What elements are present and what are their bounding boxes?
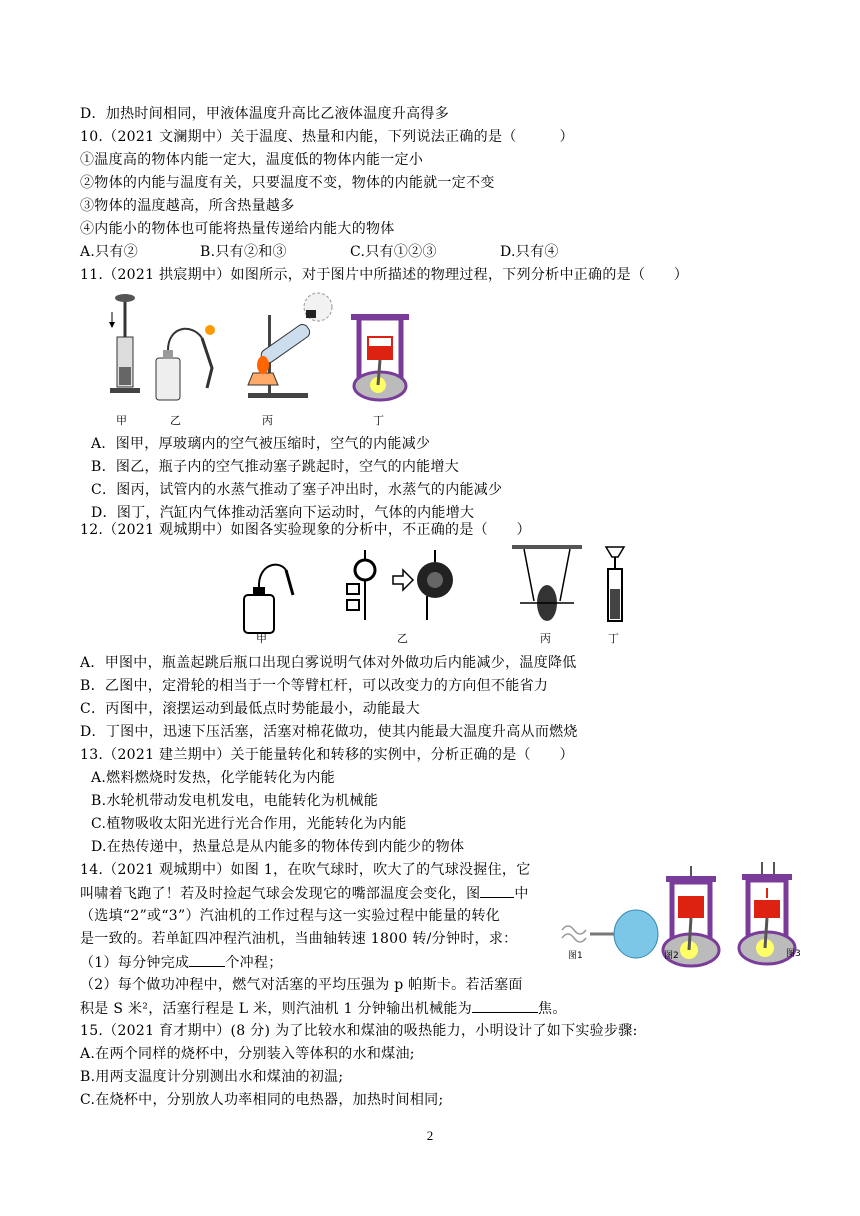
q14-line-4: 是一致的。若单缸四冲程汽油机，当曲轴转速 1800 转/分钟时，求： (80, 931, 518, 947)
q14-line-1: 14.（2021 观城期中）如图 1，在吹气球时，吹大了的气球没握住，它 (80, 862, 531, 878)
q10-statement-1: ①温度高的物体内能一定大，温度低的物体内能一定小 (80, 152, 424, 168)
q10-statement-4: ④内能小的物体也可能将热量传递给内能大的物体 (80, 221, 395, 237)
q10-statement-2: ②物体的内能与温度有关，只要温度不变，物体的内能就一定不变 (80, 175, 495, 191)
q15-stem: 15.（2021 育才期中）(8 分) 为了比较水和煤油的吸热能力，小明设计了如下实验步骤: (80, 1023, 638, 1039)
q10-option-b: B.只有②和③ (200, 244, 287, 260)
q14-fig-2-label: 图2 (664, 951, 679, 961)
q11-stem: 11.（2021 拱宸期中）如图所示，对于图片中所描述的物理过程，下列分析中正确的是（ ） (80, 267, 689, 283)
q12-option-a: A．甲图中，瓶盖起跳后瓶口出现白雾说明气体对外做功后内能减少，温度降低 (80, 655, 577, 671)
q11-option-b: B．图乙，瓶子内的空气推动塞子跳起时，空气的内能增大 (91, 459, 460, 475)
q13-option-b: B.水轮机带动发电机发电，电能转化为机械能 (91, 793, 379, 809)
q10-option-a: A.只有② (80, 244, 139, 260)
q14-line-3: （选填“2”或“3”）汽油机的工作过程与这一实验过程中能量的转化 (80, 908, 501, 924)
q12-option-b: B．乙图中，定滑轮的相当于一个等臂杠杆，可以改变力的方向但不能省力 (80, 678, 549, 694)
q13-option-c: C.植物吸收太阳光进行光合作用，光能转化为内能 (91, 816, 407, 832)
q11-option-d: D．图丁，汽缸内气体推动活塞向下运动时，气体的内能增大 (91, 505, 475, 521)
q14-line-2 (80, 883, 529, 904)
q12-figure-bing (512, 545, 582, 627)
q13-option-a: A.燃料燃烧时发热，化学能转化为内能 (91, 770, 335, 786)
q12-label-jia: 甲 (256, 632, 267, 645)
q11-option-a: A．图甲，厚玻璃内的空气被压缩时，空气的内能减少 (91, 436, 431, 452)
q14-answer-blank-3[interactable] (472, 998, 538, 1013)
q12-figure-jia (238, 555, 308, 637)
q11-label-jia: 甲 (116, 414, 127, 427)
q12-label-ding: 丁 (608, 632, 619, 645)
q13-option-d: D.在热传递中，热量总是从内能多的物体传到内能少的物体 (91, 839, 465, 855)
q15-step-a: A.在两个同样的烧杯中，分别装入等体积的水和煤油; (80, 1046, 415, 1062)
q14-line-7 (80, 998, 567, 1019)
q12-label-yi: 乙 (397, 632, 408, 645)
q14-line-5b: 个冲程； (225, 955, 283, 971)
q14-answer-blank-1[interactable] (480, 883, 514, 898)
q9-option-d: D．加热时间相同，甲液体温度升高比乙液体温度升高得多 (80, 106, 450, 122)
q10-option-c: C.只有①②③ (350, 244, 437, 260)
q11-figure-jia (100, 292, 150, 407)
q10-stem: 10.（2021 文澜期中）关于温度、热量和内能，下列说法正确的是（ ） (80, 129, 574, 145)
q11-label-bing: 丙 (262, 414, 273, 427)
q15-step-c: C.在烧杯中，分别放人功率相同的电热器，加热时间相同; (80, 1092, 444, 1108)
q14-answer-blank-2[interactable] (189, 952, 225, 967)
q10-statement-3: ③物体的温度越高，所含热量越多 (80, 198, 295, 214)
q13-stem: 13.（2021 建兰期中）关于能量转化和转移的实例中，分析正确的是（ ） (80, 747, 574, 763)
q14-line-5a: （1）每分钟完成 (80, 955, 190, 971)
q14-line-5 (80, 952, 283, 973)
q14-line-6: （2）每个做功冲程中，燃气对活塞的平均压强为 p 帕斯卡。若活塞面 (80, 977, 523, 993)
q15-step-b: B.用两支温度计分别测出水和煤油的初温; (80, 1069, 344, 1085)
q12-stem: 12.（2021 观城期中）如图各实验现象的分析中，不正确的是（ ） (80, 522, 531, 538)
q11-option-c: C．图丙，试管内的水蒸气推动了塞子冲出时，水蒸气的内能减少 (91, 482, 503, 498)
q11-figure-bing (228, 295, 338, 405)
page-number: 2 (426, 1128, 434, 1143)
q11-label-yi: 乙 (170, 414, 181, 427)
q12-figure-ding (600, 545, 630, 627)
q14-line-7a: 积是 S 米²，活塞行程是 L 米，则汽油机 1 分钟输出机械能为 (80, 1001, 473, 1017)
q10-option-d: D.只有④ (500, 244, 559, 260)
q11-label-ding: 丁 (373, 414, 384, 427)
q14-fig-3-label: 图3 (786, 949, 801, 959)
q11-figure-yi (152, 318, 227, 408)
q14-line-2b: 中 (514, 886, 529, 902)
q12-label-bing: 丙 (540, 632, 551, 645)
q12-option-d: D．丁图中，迅速下压活塞，活塞对棉花做功，使其内能最大温度升高从而燃烧 (80, 724, 578, 740)
q14-fig-1-label: 图1 (568, 951, 583, 961)
q14-line-2a: 叫啸着飞跑了！若及时捡起气球会发现它的嘴部温度会变化，图 (80, 886, 481, 902)
q11-figure-ding-engine (345, 308, 415, 403)
q12-figure-yi (335, 548, 465, 630)
q14-line-7b: 焦。 (538, 1001, 567, 1017)
q12-option-c: C．丙图中，滚摆运动到最低点时势能最小，动能最大 (80, 701, 420, 717)
